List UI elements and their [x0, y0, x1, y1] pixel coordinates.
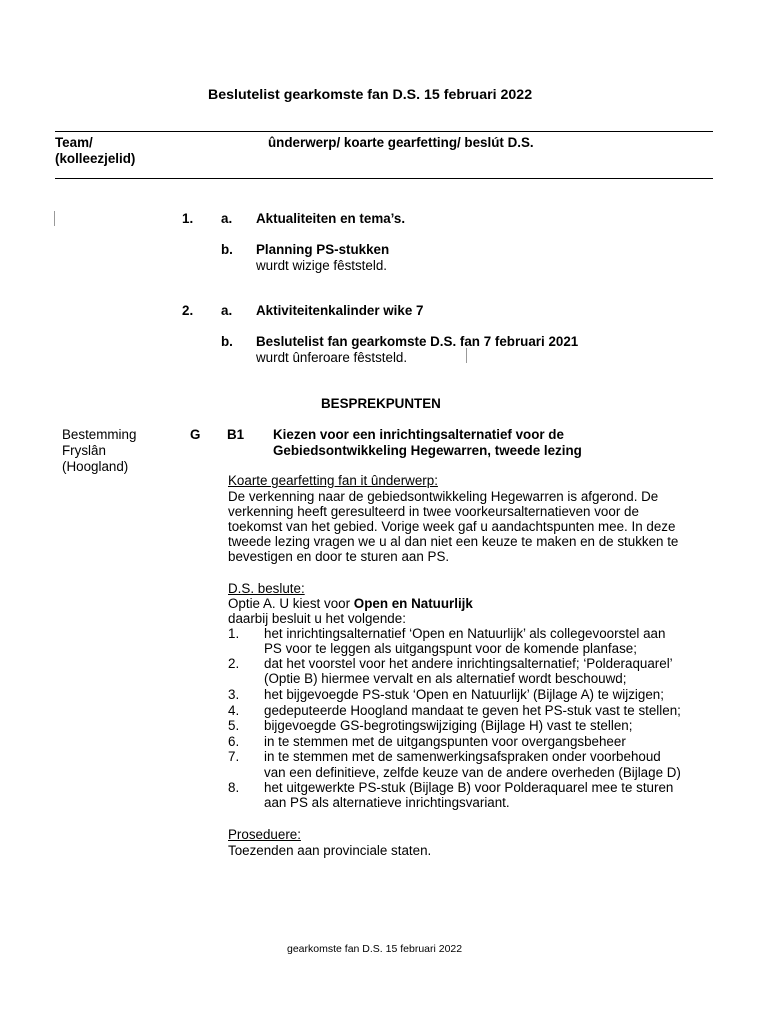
- decides-line: daarbij besluit u het volgende:: [228, 611, 406, 626]
- decision-number: 1.: [228, 626, 240, 641]
- summary-heading: Koarte gearfetting fan it ûnderwerp:: [228, 473, 438, 488]
- item-title: Aktiviteitenkalinder wike 7: [256, 303, 424, 318]
- decision-text: in te stemmen met de uitgangspunten voor overgangsbeheer: [264, 734, 626, 749]
- margin-mark: [466, 348, 467, 363]
- item-title: Beslutelist fan gearkomste D.S. fan 7 februari 2021: [256, 334, 579, 349]
- item-note: wurdt wizige fêststeld.: [256, 258, 387, 273]
- decision-number: 4.: [228, 703, 240, 718]
- summary-line: verkenning heeft geresulteerd in twee voorkeursalternatieven voor de: [228, 504, 639, 519]
- option-choice: Open en Natuurlijk: [353, 596, 473, 611]
- item-number: 1.: [182, 211, 194, 226]
- decision-text: gedeputeerde Hoogland mandaat te geven het PS-stuk vast te stellen;: [264, 703, 681, 718]
- decision-heading: D.S. beslute:: [228, 581, 305, 596]
- decision-text: van een definitieve, zelfde keuze van de andere overheden (Bijlage D): [264, 765, 681, 780]
- decision-number: 7.: [228, 749, 240, 764]
- topic-code-g: G: [190, 427, 201, 442]
- decision-number: 3.: [228, 687, 240, 702]
- header-member-label: (kolleezjelid): [55, 151, 136, 166]
- topic-team: Fryslân: [62, 443, 106, 458]
- summary-line: tweede lezing vragen we u al dan niet een keuze te maken en de stukken te: [228, 534, 679, 549]
- decision-text: bijgevoegde GS-begrotingswijziging (Bijlage H) vast te stellen;: [264, 718, 633, 733]
- decision-text: het inrichtingsalternatief ‘Open en Natuurlijk’ als collegevoorstel aan: [264, 626, 666, 641]
- decision-text: in te stemmen met de samenwerkingsafspraken onder voorbehoud: [264, 749, 661, 764]
- summary-line: bevestigen en door te sturen aan PS.: [228, 549, 450, 564]
- page-footer: gearkomste fan D.S. 15 februari 2022: [287, 943, 463, 955]
- topic-team: Bestemming: [62, 427, 137, 442]
- header-subject-label: ûnderwerp/ koarte gearfetting/ beslút D.S.: [268, 135, 534, 150]
- decision-number: 2.: [228, 656, 240, 671]
- procedure-text: Toezenden aan provinciale staten.: [228, 843, 432, 858]
- item-letter: b.: [221, 242, 233, 257]
- item-letter: b.: [221, 334, 233, 349]
- header-top-rule: [55, 131, 713, 132]
- item-number: 2.: [182, 303, 194, 318]
- decision-text: dat het voorstel voor het andere inrichtingsalternatief; ‘Polderaquarel’: [264, 656, 673, 671]
- decision-number: 6.: [228, 734, 240, 749]
- item-note: wurdt ûnferoare fêststeld.: [256, 350, 408, 365]
- option-prefix: Optie A. U kiest voor: [228, 596, 354, 611]
- topic-team: (Hoogland): [62, 459, 129, 474]
- decision-text: het uitgewerkte PS-stuk (Bijlage B) voor Polderaquarel mee te sturen: [264, 780, 674, 795]
- margin-mark: [54, 211, 55, 226]
- header-team-label: Team/: [55, 135, 93, 150]
- topic-title: Kiezen voor een inrichtingsalternatief voor de: [273, 427, 564, 442]
- decision-text: PS voor te leggen als uitgangspunt voor de komende planfase;: [264, 641, 637, 656]
- section-heading: BESPREKPUNTEN: [321, 396, 441, 411]
- decision-number: 5.: [228, 718, 240, 733]
- decision-option: [228, 596, 473, 612]
- decision-number: 8.: [228, 780, 240, 795]
- decision-text: het bijgevoegde PS-stuk ‘Open en Natuurlijk’ (Bijlage A) te wijzigen;: [264, 687, 664, 702]
- page-title: Beslutelist gearkomste fan D.S. 15 februari 2022: [208, 87, 533, 103]
- decision-text: (Optie B) hiermee vervalt en als alternatief wordt beschouwd;: [264, 671, 627, 686]
- summary-line: De verkenning naar de gebiedsontwikkeling Hegewarren is afgerond. De: [228, 489, 659, 504]
- item-title: Aktualiteiten en tema’s.: [256, 211, 406, 226]
- decision-text: aan PS als alternatieve inrichtingsvariant.: [264, 795, 510, 810]
- item-letter: a.: [221, 303, 233, 318]
- item-letter: a.: [221, 211, 233, 226]
- topic-code-b: B1: [227, 427, 245, 442]
- procedure-heading: Proseduere:: [228, 827, 301, 842]
- summary-line: toekomst van het gebied. Vorige week gaf u aandachtspunten mee. In deze: [228, 519, 676, 534]
- item-title: Planning PS-stukken: [256, 242, 390, 257]
- topic-title: Gebiedsontwikkeling Hegewarren, tweede lezing: [273, 443, 582, 458]
- header-bottom-rule: [55, 178, 713, 179]
